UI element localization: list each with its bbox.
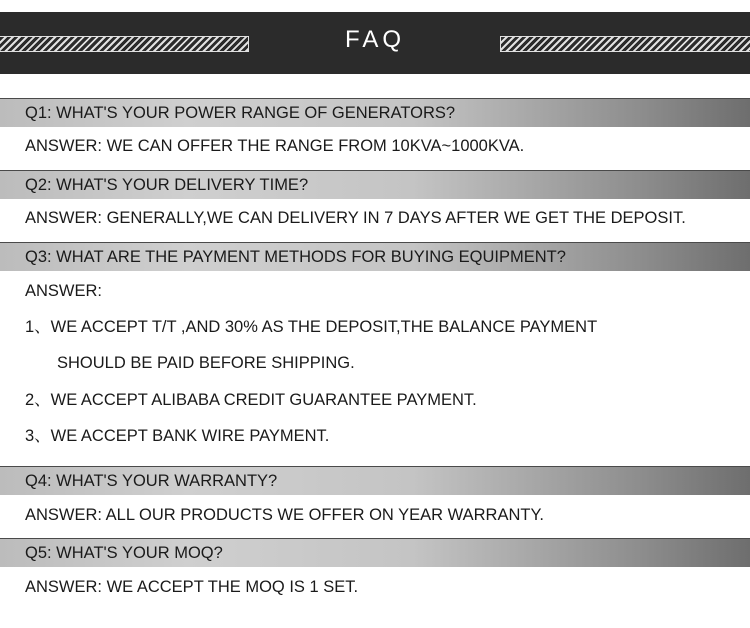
question-bar-3 xyxy=(0,242,750,271)
faq-banner xyxy=(0,12,750,74)
question-1: Q1: WHAT'S YOUR POWER RANGE OF GENERATORS? xyxy=(25,104,456,122)
answer-4: ANSWER: ALL OUR PRODUCTS WE OFFER ON YEAR WARRANTY. xyxy=(25,506,544,524)
question-5: Q5: WHAT'S YOUR MOQ? xyxy=(25,544,223,562)
page-title: FAQ xyxy=(344,26,405,53)
question-2: Q2: WHAT'S YOUR DELIVERY TIME? xyxy=(25,176,309,194)
banner-hatch-right xyxy=(500,36,750,52)
answer-3-item-1-cont: SHOULD BE PAID BEFORE SHIPPING. xyxy=(57,354,355,372)
answer-5: ANSWER: WE ACCEPT THE MOQ IS 1 SET. xyxy=(25,578,359,596)
answer-3-item-1: 1、WE ACCEPT T/T ,AND 30% AS THE DEPOSIT,THE BALANCE PAYMENT xyxy=(25,318,598,336)
answer-3-item-3: 3、WE ACCEPT BANK WIRE PAYMENT. xyxy=(25,427,330,445)
question-bar-2 xyxy=(0,170,750,199)
answer-3: ANSWER: xyxy=(25,282,103,300)
answer-2: ANSWER: GENERALLY,WE CAN DELIVERY IN 7 DAYS AFTER WE GET THE DEPOSIT. xyxy=(25,209,686,227)
question-bar-5 xyxy=(0,538,750,567)
question-bar-4 xyxy=(0,466,750,495)
answer-3-item-2: 2、WE ACCEPT ALIBABA CREDIT GUARANTEE PAYMENT. xyxy=(25,391,477,409)
answer-1: ANSWER: WE CAN OFFER THE RANGE FROM 10KVA~1000KVA. xyxy=(25,137,525,155)
question-3: Q3: WHAT ARE THE PAYMENT METHODS FOR BUYING EQUIPMENT? xyxy=(25,248,566,266)
question-bar-1 xyxy=(0,98,750,127)
banner-hatch-left xyxy=(0,36,249,52)
question-4: Q4: WHAT'S YOUR WARRANTY? xyxy=(25,472,278,490)
